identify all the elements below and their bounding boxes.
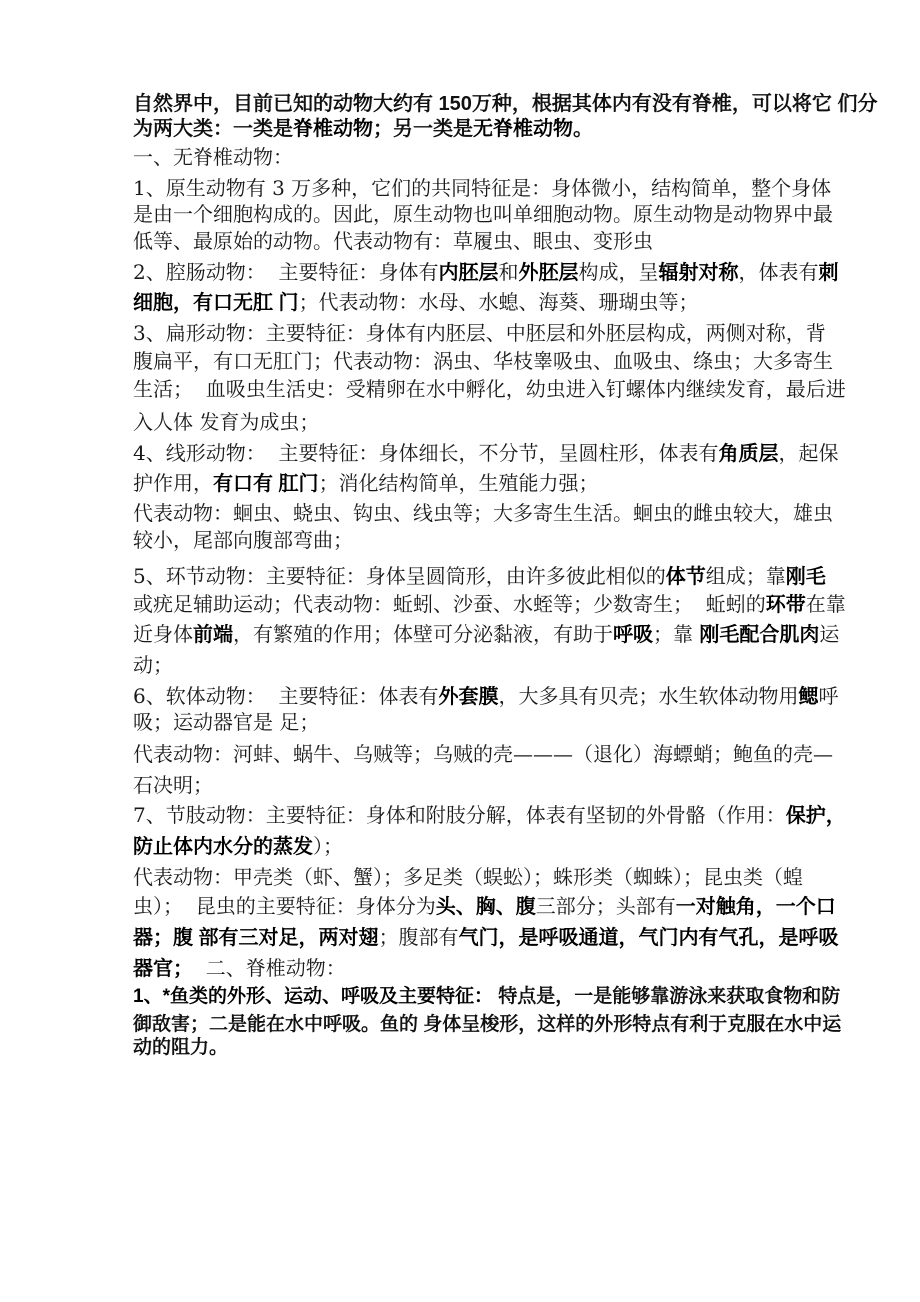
text-segment: 护作用， xyxy=(133,471,213,495)
text-line xyxy=(133,116,593,140)
text-segment: 组成；靠 xyxy=(705,564,786,588)
text-segment: 近身体 xyxy=(133,622,193,646)
bold-text: 刚毛 xyxy=(785,566,826,588)
text-line xyxy=(133,528,353,552)
text-segment: 一、无脊椎动物： xyxy=(133,145,293,169)
text-segment: 石决明； xyxy=(133,773,213,797)
text-segment: ，起保 xyxy=(778,441,839,465)
text-line xyxy=(133,834,343,858)
text-line xyxy=(133,925,839,949)
bold-text: 一对触角，一个口 xyxy=(675,896,836,918)
text-line xyxy=(133,145,293,169)
bold-text: 鳃 xyxy=(798,686,819,708)
text-line xyxy=(133,229,653,253)
text-line xyxy=(133,710,319,734)
bold-text: 环带 xyxy=(765,594,806,616)
text-line xyxy=(133,622,839,646)
text-segment: ，有繁殖的作用；体壁可分泌黏液，有助于 xyxy=(233,622,613,646)
text-segment: 代表动物：甲壳类（虾、蟹）；多足类（蜈蚣）；蛛形类（蜘蛛）；昆虫类（蝗 xyxy=(133,865,803,889)
text-segment: 腹扁平，有口无肛门；代表动物：涡虫、华枝睾吸虫、血吸虫、绦虫；大多寄生 xyxy=(133,349,833,373)
text-line xyxy=(133,1035,228,1059)
text-segment: 7、节肢动物：主要特征：身体和附肢分解，体表有坚韧的外骨骼（作用： xyxy=(133,803,786,827)
text-segment: 三部分；头部有 xyxy=(535,894,676,918)
text-line xyxy=(133,956,346,980)
bold-text: 防止体内水分的蒸发 xyxy=(133,836,313,858)
text-segment: 4、线形动物： 主要特征：身体细长，不分节，呈圆柱形，体表有 xyxy=(133,441,719,465)
text-line xyxy=(133,321,826,345)
text-segment: 。 xyxy=(573,118,593,140)
text-segment: 二、脊椎动物： xyxy=(193,956,346,980)
text-line xyxy=(133,984,840,1008)
text-segment: 在靠 xyxy=(805,592,846,616)
text-line xyxy=(133,202,833,226)
text-line xyxy=(133,773,213,797)
text-segment: 运 xyxy=(819,622,840,646)
text-segment: 自然界中，目前已知的动物大约有 150万种，根据其体内有没有脊椎，可以将它 们分 xyxy=(133,93,878,115)
text-segment: ；代表动物：水母、水螅、海葵、珊瑚虫等； xyxy=(298,290,699,314)
text-line xyxy=(133,91,877,115)
text-line xyxy=(133,564,826,588)
bold-text: 头、胸、腹 xyxy=(435,896,536,918)
text-segment: ）； xyxy=(313,834,343,858)
text-segment: 为两大类：一类是 xyxy=(133,118,293,140)
text-line xyxy=(133,471,599,495)
text-segment: 低等、最原始的动物。代表动物有：草履虫、眼虫、变形虫 xyxy=(133,229,653,253)
bold-text: 器；腹 部有三对足，两对翅 xyxy=(133,927,379,949)
text-line xyxy=(133,592,846,616)
text-segment: 2、腔肠动物： 主要特征：身体有 xyxy=(133,260,439,284)
text-segment: 代表动物：河蚌、蜗牛、乌贼等；乌贼的壳———（退化）海螵蛸；鲍鱼的壳— xyxy=(133,742,833,766)
bold-text: 前端 xyxy=(193,624,233,646)
text-segment: 动； xyxy=(133,653,173,677)
text-segment: 较小，尾部向腹部弯曲； xyxy=(133,528,353,552)
text-segment: ；腹部有 xyxy=(378,925,459,949)
bold-text: 气门，是呼吸通道，气门内有气孔，是呼吸 xyxy=(458,927,839,949)
text-segment: 5、环节动物：主要特征：身体呈圆筒形，由许多彼此相似的 xyxy=(133,564,666,588)
text-line xyxy=(133,742,833,766)
text-segment: 特点是，一是能够靠游泳来获取食物和防 xyxy=(492,986,841,1007)
text-segment: ；靠 xyxy=(653,622,700,646)
bold-text: 外套膜 xyxy=(438,686,499,708)
bold-text: 刺 xyxy=(818,262,839,284)
text-segment: 动的阻力。 xyxy=(133,1037,229,1058)
text-line xyxy=(133,865,803,889)
text-segment: 3、扁形动物：主要特征：身体有内胚层、中胚层和外胚层构成，两侧对称，背 xyxy=(133,321,826,345)
bold-text: 保护， xyxy=(785,805,846,827)
text-segment: 和 xyxy=(498,260,519,284)
bold-text: 内胚层 xyxy=(438,262,499,284)
text-line xyxy=(133,349,833,373)
bold-text: 辐射对称 xyxy=(658,262,739,284)
text-line xyxy=(133,410,319,434)
text-line xyxy=(133,894,836,918)
text-segment: 1、原生动物有 3 万多种，它们的共同特征是：身体微小，结构简单，整个身体 xyxy=(133,176,832,200)
text-line xyxy=(133,377,846,401)
text-line xyxy=(133,441,838,465)
text-segment: 吸；运动器官是 足； xyxy=(133,710,320,734)
text-segment: 代表动物：蛔虫、蛲虫、钩虫、线虫等；大多寄生生活。蛔虫的雌虫较大，雄虫 xyxy=(133,501,833,525)
bold-text: 体节 xyxy=(665,566,706,588)
text-line xyxy=(133,653,173,677)
text-segment: ；另一类是 xyxy=(373,118,473,140)
bold-text: 角质层 xyxy=(718,443,779,465)
text-line xyxy=(133,1012,841,1036)
bold-text: 刚毛配合肌肉 xyxy=(699,624,820,646)
text-segment: 构成，呈 xyxy=(578,260,659,284)
text-line xyxy=(133,260,838,284)
text-segment: 入人体 发育为成虫； xyxy=(133,410,320,434)
text-segment: 呼 xyxy=(818,684,839,708)
text-line xyxy=(133,176,831,200)
text-line xyxy=(133,803,846,827)
bold-text: 器官； xyxy=(133,958,193,980)
bold-text: 呼吸 xyxy=(613,624,653,646)
text-segment: ；消化结构简单，生殖能力强； xyxy=(318,471,599,495)
text-segment: 御敌害；二是能在水中呼吸。鱼的 身体呈梭形，这样的外形特点有利于克服在水中运 xyxy=(133,1014,842,1035)
bold-text: 无脊椎动物 xyxy=(473,118,573,140)
bold-text: 细胞，有口无肛 门 xyxy=(133,292,299,314)
text-line xyxy=(133,290,699,314)
text-segment: ，大多具有贝壳；水生软体动物用 xyxy=(498,684,799,708)
bold-text: 外胚层 xyxy=(518,262,579,284)
text-line xyxy=(133,501,833,525)
text-segment: ，体表有 xyxy=(738,260,819,284)
text-segment: 生活； 血吸虫生活史：受精卵在水中孵化，幼虫进入钉螺体内继续发育，最后进 xyxy=(133,377,846,401)
bold-text: 脊椎动物 xyxy=(293,118,373,140)
text-segment: 6、软体动物： 主要特征：体表有 xyxy=(133,684,439,708)
text-line xyxy=(133,684,838,708)
bold-text: 1、*鱼类的外形、运动、呼吸及主要特征： xyxy=(133,986,493,1007)
text-segment: 或疣足辅助运动；代表动物：蚯蚓、沙蚕、水蛭等；少数寄生； 蚯蚓的 xyxy=(133,592,766,616)
text-segment: 是由一个细胞构成的。因此，原生动物也叫单细胞动物。原生动物是动物界中最 xyxy=(133,202,833,226)
text-segment: 虫）； 昆虫的主要特征：身体分为 xyxy=(133,894,436,918)
bold-text: 有口有 肛门 xyxy=(213,473,319,495)
